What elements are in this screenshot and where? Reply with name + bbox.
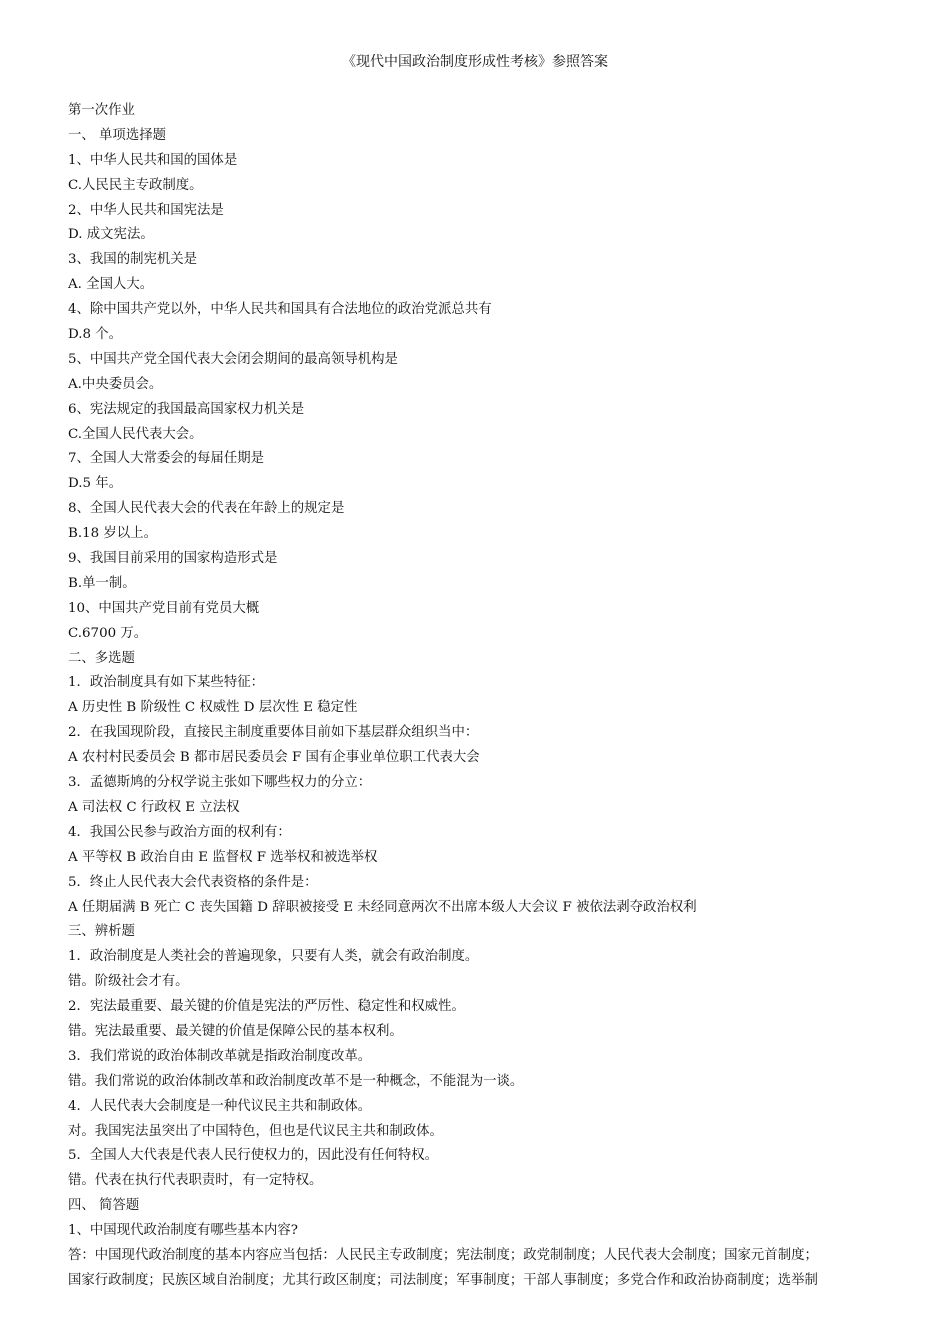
text-line: 9、我国目前采用的国家构造形式是 (68, 551, 278, 567)
text-line: 4．我国公民参与政治方面的权利有： (68, 824, 291, 840)
text-line: 错。我们常说的政治体制改革和政治制度改革不是一种概念，不能混为一谈。 (68, 1073, 524, 1089)
text-line: 对。我国宪法虽突出了中国特色，但也是代议民主共和制政体。 (68, 1123, 443, 1139)
text-line: 二、多选题 (68, 650, 135, 666)
text-line: B.单一制。 (68, 575, 136, 591)
text-line: 4．人民代表大会制度是一种代议民主共和制政体。 (68, 1098, 372, 1114)
text-line: 4、除中国共产党以外，中华人民共和国具有合法地位的政治党派总共有 (68, 302, 492, 318)
text-line: 8、全国人民代表大会的代表在年龄上的规定是 (68, 501, 345, 517)
text-line: A 历史性 B 阶级性 C 权威性 D 层次性 E 稳定性 (68, 700, 358, 716)
text-line: A.中央委员会。 (68, 376, 163, 392)
text-line: A 平等权 B 政治自由 E 监督权 F 选举权和被选举权 (68, 849, 378, 865)
text-line: 5．终止人民代表大会代表资格的条件是： (68, 874, 318, 890)
text-line: 1．政治制度是人类社会的普遍现象，只要有人类，就会有政治制度。 (68, 949, 479, 965)
text-line: 第一次作业 (68, 103, 135, 118)
document-body (68, 99, 888, 1294)
text-line: 10、中国共产党目前有党员大概 (68, 600, 260, 616)
text-line: 答：中国现代政治制度的基本内容应当包括：人民民主专政制度；宪法制度；政党制制度；人民代表大会制度；国家元首制度； (68, 1247, 818, 1263)
text-line: C.人民民主专政制度。 (68, 177, 203, 193)
text-line: A 司法权 C 行政权 E 立法权 (68, 799, 240, 815)
text-line: 1．政治制度具有如下某些特征： (68, 675, 264, 691)
text-line: A. 全国人大。 (68, 277, 154, 293)
text-line: B.18 岁以上。 (68, 526, 157, 542)
text-line: C.全国人民代表大会。 (68, 426, 203, 442)
text-line: 三、辨析题 (68, 924, 135, 940)
text-line: D. 成文宪法。 (68, 227, 154, 243)
text-line: D.5 年。 (68, 476, 123, 492)
text-line: 5．全国人大代表是代表人民行使权力的，因此没有任何特权。 (68, 1148, 439, 1164)
text-line: 3．孟德斯鸠的分权学说主张如下哪些权力的分立： (68, 775, 372, 791)
text-line: 错。代表在执行代表职责时，有一定特权。 (68, 1173, 323, 1189)
text-line: 2．宪法最重要、最关键的价值是宪法的严厉性、稳定性和权威性。 (68, 999, 465, 1015)
text-line: A 农村村民委员会 B 都市居民委员会 F 国有企事业单位职工代表大会 (68, 750, 480, 766)
text-line: 2、中华人民共和国宪法是 (68, 202, 224, 218)
text-line: 3．我们常说的政治体制改革就是指政治制度改革。 (68, 1048, 372, 1064)
text-line: 1、中华人民共和国的国体是 (68, 152, 238, 168)
text-line: C.6700 万。 (68, 625, 148, 641)
text-line: 国家行政制度；民族区域自治制度；尤其行政区制度；司法制度；军事制度；干部人事制度；多党合作和政治协商制度；选举制 (68, 1272, 818, 1288)
text-line: 错。宪法最重要、最关键的价值是保障公民的基本权利。 (68, 1023, 403, 1039)
document-title: 《现代中国政治制度形成性考核》参照答案 (342, 54, 608, 70)
text-line: 3、我国的制宪机关是 (68, 252, 198, 268)
text-line: A 任期届满 B 死亡 C 丧失国籍 D 辞职被接受 E 未经同意两次不出席本级人大会议 F 被依法剥夺政治权利 (68, 899, 697, 915)
text-line: 错。阶级社会才有。 (68, 974, 189, 990)
text-line: 一、 单项选择题 (68, 127, 166, 143)
text-line: 7、全国人大常委会的每届任期是 (68, 451, 264, 467)
text-line: 2．在我国现阶段，直接民主制度重要体目前如下基层群众组织当中： (68, 725, 479, 741)
text-line: 四、 简答题 (68, 1198, 140, 1214)
text-line: 1、中国现代政治制度有哪些基本内容? (68, 1223, 298, 1239)
text-line: D.8 个。 (68, 327, 123, 343)
text-line: 5、中国共产党全国代表大会闭会期间的最高领导机构是 (68, 351, 398, 367)
text-line: 6、宪法规定的我国最高国家权力机关是 (68, 401, 305, 417)
